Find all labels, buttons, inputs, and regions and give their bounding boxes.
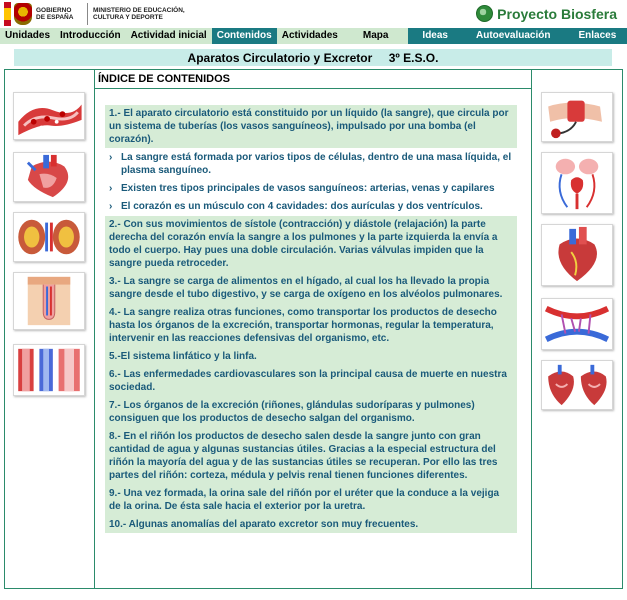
page-title-bar xyxy=(14,49,612,66)
topic-2-text[interactable]: 2.- Con sus movimientos de sístole (contracción) y diástole (relajación) la parte derecha del corazón envía la sangre a los pulmones y la parte izquierda la envía a todo el cuerpo. Hay pues una doble circulación. Varias válvulas impiden que la sangre pueda retroceder. xyxy=(109,219,498,269)
left-image-column xyxy=(5,70,95,588)
blood-vessel-image[interactable] xyxy=(13,92,85,140)
two-hearts-image[interactable] xyxy=(541,360,613,410)
arrow-icon: › xyxy=(109,201,113,212)
subtopic-blood[interactable] xyxy=(109,151,513,177)
nav-autoevaluacion[interactable]: Autoevaluación xyxy=(476,30,551,41)
nav-introduccion[interactable]: Introducción xyxy=(60,30,121,41)
topic-4-text[interactable]: 4.- La sangre realiza otras funciones, como transportar los productos de desecho hasta los órganos de la excreción, transportar hormonas, regular la temperatura, intervenir en las reacciones defensivas del organismo, etc. xyxy=(109,307,497,344)
page-title: Aparatos Circulatorio y Excretor xyxy=(187,51,373,65)
contents-panel xyxy=(95,70,531,588)
topic-8-text[interactable]: 8.- En el riñón los productos de desecho salen desde la sangre junto con gran cantidad de agua y algunas sustancias útiles. Gracias a la especial estructura del riñón la mayoría del agua y de las sustancias útiles se recuperan. Por ello las tres partes del riñón: corteza, médula y pelvis renal tienen funciones diferentes. xyxy=(109,431,498,481)
arrow-icon: › xyxy=(109,152,113,163)
subtopic-heart-text[interactable]: El corazón es un músculo con 4 cavidades: dos aurículas y dos ventrículos. xyxy=(121,201,483,212)
topic-5-text[interactable]: 5.-El sistema linfático y la linfa. xyxy=(109,351,257,362)
subtopic-blood-text[interactable]: La sangre está formada por varios tipos de células, dentro de una masa líquida, el plasma sanguíneo. xyxy=(121,152,512,176)
topic-2[interactable] xyxy=(105,216,517,533)
crest-icon xyxy=(14,3,32,25)
subtopic-vessels[interactable] xyxy=(109,182,513,195)
index-heading: ÍNDICE DE CONTENIDOS xyxy=(98,73,231,85)
ministry-text: MINISTERIO DE EDUCACIÓN, CULTURA Y DEPORTE xyxy=(93,7,185,21)
main-nav xyxy=(0,28,627,44)
subtopic-vessels-text[interactable]: Existen tres tipos principales de vasos sanguíneos: arterias, venas y capilares xyxy=(121,183,495,194)
nav-enlaces[interactable]: Enlaces xyxy=(578,30,617,41)
nav-actividad-inicial[interactable]: Actividad inicial xyxy=(130,30,207,41)
course-level: 3º E.S.O. xyxy=(388,51,439,65)
logo-divider xyxy=(87,3,88,25)
nav-ideas[interactable]: Ideas xyxy=(422,30,448,41)
nav-right-group xyxy=(408,28,627,44)
arrow-icon: › xyxy=(109,183,113,194)
topic-1-text[interactable]: 1.- El aparato circulatorio está constituido por un líquido (la sangre), que circula por un sistema de tuberías (los vasos sanguíneos), impulsado por una bomba (el corazón). xyxy=(109,108,509,145)
globe-icon xyxy=(476,5,493,22)
topic-3-text[interactable]: 3.- La sangre se carga de alimentos en el hígado, al cual los ha llevado la propia sangre desde el tubo digestivo, y se carga de oxígeno en los alvéolos pulmonares. xyxy=(109,276,503,300)
header xyxy=(0,0,627,28)
skin-gland-image[interactable] xyxy=(13,272,85,330)
capillary-network-image[interactable] xyxy=(541,298,613,350)
topic-9-text[interactable]: 9.- Una vez formada, la orina sale del riñón por el uréter que la conduce a la vejiga de la orina. De ésta sale hacia el exterior por la uretra. xyxy=(109,488,500,512)
circulation-diagram-image[interactable] xyxy=(541,152,613,214)
index-divider xyxy=(95,88,531,89)
heart-exterior-image[interactable] xyxy=(541,224,613,286)
kidney-image[interactable] xyxy=(13,212,85,262)
topic-6-text[interactable]: 6.- Las enfermedades cardiovasculares son la principal causa de muerte en nuestra sociedad. xyxy=(109,369,507,393)
government-text: GOBIERNO DE ESPAÑA xyxy=(36,7,74,21)
subtopic-heart[interactable] xyxy=(109,200,513,213)
contents-list xyxy=(105,105,517,533)
topic-10-text[interactable]: 10.- Algunas anomalías del aparato excretor son muy frecuentes. xyxy=(109,519,419,530)
heart-cross-section-image[interactable] xyxy=(13,152,85,202)
brand-name: Proyecto Biosfera xyxy=(497,5,617,22)
government-logo xyxy=(4,2,188,26)
blood-pressure-image[interactable] xyxy=(541,92,613,142)
nav-unidades[interactable]: Unidades xyxy=(5,30,51,41)
flag-icon xyxy=(4,2,11,26)
nav-mapa[interactable]: Mapa xyxy=(362,30,389,41)
topic-7-text[interactable]: 7.- Los órganos de la excreción (riñones, glándulas sudoríparas y pulmones) consiguen que los productos de desecho salgan del organismo. xyxy=(109,400,475,424)
nav-left-group xyxy=(0,28,408,44)
brand-logo[interactable] xyxy=(476,5,617,22)
topic-1-subitems xyxy=(105,148,517,213)
vessels-comparison-image[interactable] xyxy=(13,344,85,396)
right-image-column xyxy=(531,70,622,588)
nav-actividades[interactable]: Actividades xyxy=(281,30,338,41)
nav-contenidos[interactable]: Contenidos xyxy=(212,28,277,44)
topic-1[interactable] xyxy=(105,105,517,148)
content-frame xyxy=(4,69,623,589)
